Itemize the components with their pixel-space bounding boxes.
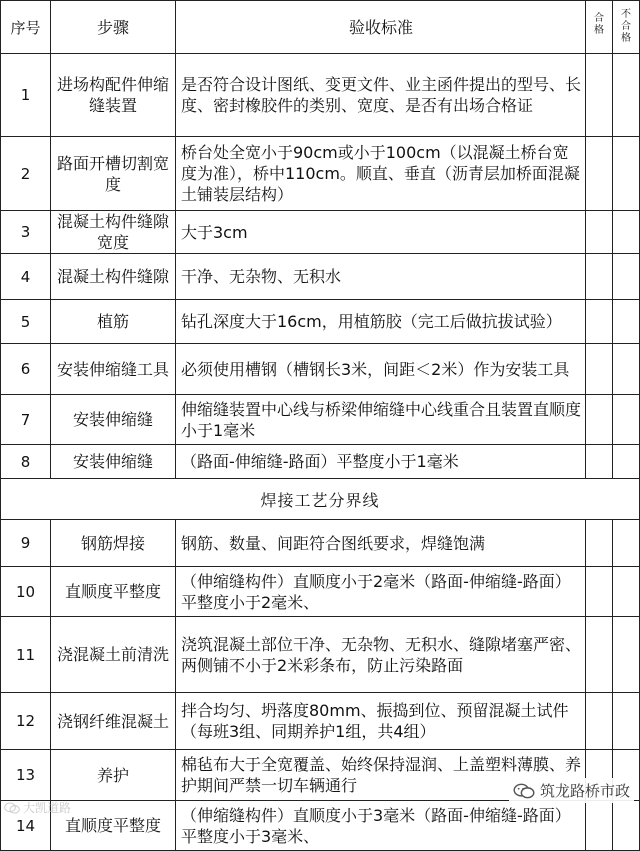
row-standard: 干净、无杂物、无积水 (176, 254, 586, 300)
row-step: 安装伸缩缝 (51, 445, 176, 479)
row-standard: （伸缩缝构件）直顺度小于2毫米（路面-伸缩缝-路面）平整度小于2毫米、 (176, 567, 586, 617)
row-standard: 棉毡布大于全宽覆盖、始终保持湿润、上盖塑料薄膜、养护期间严禁一切车辆通行 (176, 750, 586, 801)
wechat-logo-icon (513, 783, 535, 799)
header-row (1, 1, 640, 54)
fail-cell[interactable] (613, 445, 640, 479)
table-row (1, 137, 640, 211)
row-standard: 浇筑混凝土部位干净、无杂物、无积水、缝隙堵塞严密、两侧铺不小于2米彩条布，防止污染路面 (176, 617, 586, 693)
row-no: 12 (1, 693, 51, 750)
row-no: 13 (1, 750, 51, 801)
wechat-logo-icon (4, 802, 20, 814)
table-row (1, 520, 640, 567)
row-standard: 钻孔深度大于16cm，用植筋胶（完工后做抗拔试验） (176, 300, 586, 344)
pass-cell[interactable] (586, 567, 613, 617)
row-no: 14 (1, 801, 51, 851)
fail-cell[interactable] (613, 137, 640, 211)
header-pass: 合格 (586, 1, 613, 54)
row-step: 路面开槽切割宽度 (51, 137, 176, 211)
row-step: 浇混凝土前清洗 (51, 617, 176, 693)
row-no: 6 (1, 344, 51, 395)
pass-cell[interactable] (586, 137, 613, 211)
row-step: 混凝土构件缝隙宽度 (51, 211, 176, 254)
row-no: 2 (1, 137, 51, 211)
row-no: 11 (1, 617, 51, 693)
row-step: 安装伸缩缝 (51, 395, 176, 445)
watermark-right-text: 筑龙路桥市政 (539, 782, 630, 800)
table-row (1, 54, 640, 137)
row-step: 混凝土构件缝隙 (51, 254, 176, 300)
pass-cell[interactable] (586, 254, 613, 300)
table-row (1, 211, 640, 254)
fail-cell[interactable] (613, 254, 640, 300)
pass-cell[interactable] (586, 445, 613, 479)
row-no: 5 (1, 300, 51, 344)
fail-cell[interactable] (613, 617, 640, 693)
pass-cell[interactable] (586, 54, 613, 137)
row-no: 3 (1, 211, 51, 254)
row-standard: 拌合均匀、坍落度80mm、振捣到位、预留混凝土试件（每班3组、同期养护1组，共4组） (176, 693, 586, 750)
row-standard: 大于3cm (176, 211, 586, 254)
fail-cell[interactable] (613, 344, 640, 395)
table-row (1, 617, 640, 693)
row-step: 直顺度平整度 (51, 801, 176, 851)
pass-cell[interactable] (586, 801, 613, 851)
divider-row (1, 479, 640, 520)
table-row (1, 693, 640, 750)
watermark-right (509, 778, 634, 803)
row-standard: （路面-伸缩缝-路面）平整度小于1毫米 (176, 445, 586, 479)
row-standard: （伸缩缝构件）直顺度小于3毫米（路面-伸缩缝-路面）平整度小于3毫米、 (176, 801, 586, 851)
row-step: 养护 (51, 750, 176, 801)
table-row (1, 344, 640, 395)
fail-cell[interactable] (613, 520, 640, 567)
row-no: 8 (1, 445, 51, 479)
row-step: 直顺度平整度 (51, 567, 176, 617)
row-no: 10 (1, 567, 51, 617)
row-standard: 必须使用槽钢（槽钢长3米，间距＜2米）作为安装工具 (176, 344, 586, 395)
watermark-left-text: 大凯道路 (23, 801, 72, 815)
row-step: 植筋 (51, 300, 176, 344)
row-no: 4 (1, 254, 51, 300)
pass-cell[interactable] (586, 300, 613, 344)
table-row (1, 300, 640, 344)
table-row (1, 567, 640, 617)
row-no: 9 (1, 520, 51, 567)
row-no: 1 (1, 54, 51, 137)
header-standard: 验收标准 (176, 1, 586, 54)
fail-cell[interactable] (613, 395, 640, 445)
row-standard: 桥台处全宽小于90cm或小于100cm（以混凝土桥台宽度为准），桥中110cm。顺直、垂直（沥青层加桥面混凝土铺装层结构） (176, 137, 586, 211)
watermark-left (4, 799, 71, 816)
header-fail: 不合格 (613, 1, 640, 54)
pass-cell[interactable] (586, 211, 613, 254)
pass-cell[interactable] (586, 693, 613, 750)
header-step: 步骤 (51, 1, 176, 54)
divider-label: 焊接工艺分界线 (1, 479, 640, 520)
pass-cell[interactable] (586, 344, 613, 395)
fail-cell[interactable] (613, 211, 640, 254)
row-step: 进场构配件伸缩缝装置 (51, 54, 176, 137)
header-no: 序号 (1, 1, 51, 54)
row-standard: 伸缩缝装置中心线与桥梁伸缩缝中心线重合且装置直顺度小于1毫米 (176, 395, 586, 445)
fail-cell[interactable] (613, 567, 640, 617)
table-row (1, 445, 640, 479)
row-standard: 钢筋、数量、间距符合图纸要求，焊缝饱满 (176, 520, 586, 567)
fail-cell[interactable] (613, 801, 640, 851)
fail-cell[interactable] (613, 693, 640, 750)
fail-cell[interactable] (613, 300, 640, 344)
fail-cell[interactable] (613, 54, 640, 137)
row-standard: 是否符合设计图纸、变更文件、业主函件提出的型号、长度、密封橡胶件的类别、宽度、是否有出场合格证 (176, 54, 586, 137)
table-row (1, 395, 640, 445)
row-no: 7 (1, 395, 51, 445)
row-step: 钢筋焊接 (51, 520, 176, 567)
pass-cell[interactable] (586, 395, 613, 445)
pass-cell[interactable] (586, 617, 613, 693)
pass-cell[interactable] (586, 520, 613, 567)
row-step: 安装伸缩缝工具 (51, 344, 176, 395)
table-row (1, 254, 640, 300)
table-row (1, 801, 640, 851)
row-step: 浇钢纤维混凝土 (51, 693, 176, 750)
